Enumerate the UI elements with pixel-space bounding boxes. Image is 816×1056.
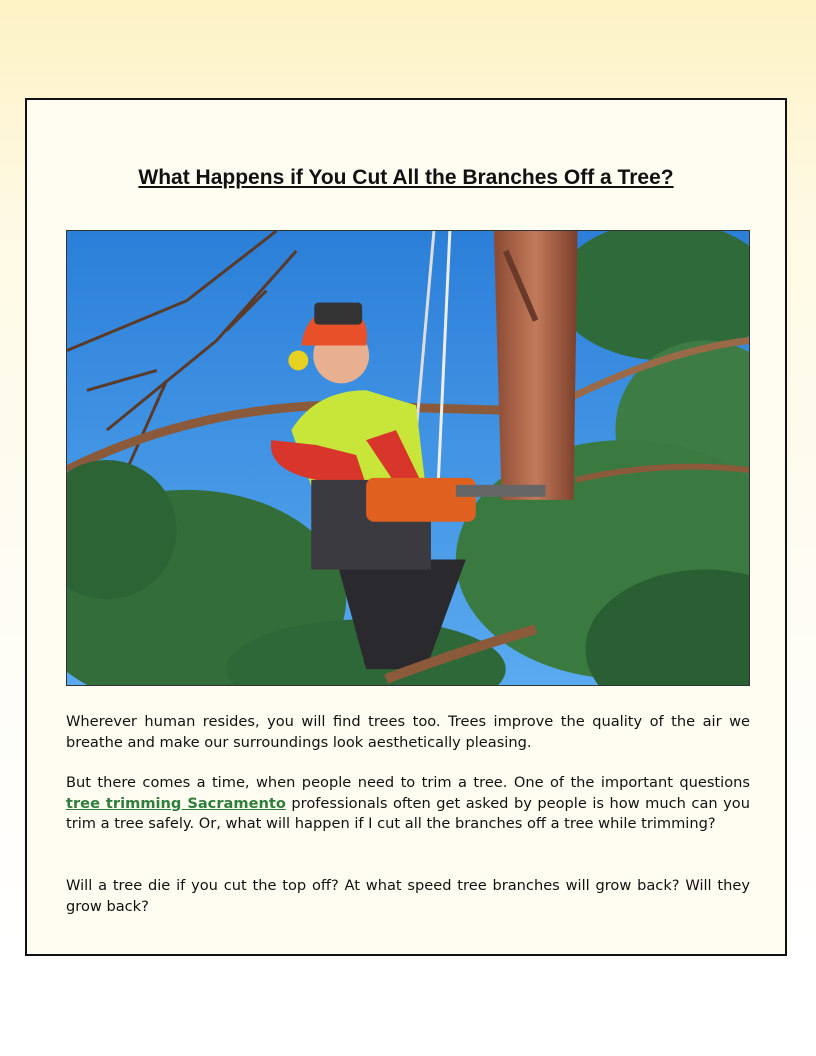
arborist-photo — [66, 230, 750, 686]
paragraph-text: professionals often get asked by people is how much can you trim a tree safely. Or, what will happen if I cut all the branches off a tree while trimming? — [66, 794, 750, 833]
tree-trunk — [494, 231, 578, 500]
arborist-photo-icon — [67, 231, 749, 685]
document-frame — [25, 98, 787, 956]
paragraph-text: But there comes a time, when people need to trim a tree. One of the important questions — [66, 774, 750, 791]
page-title: What Happens if You Cut All the Branches Off a Tree? — [138, 166, 674, 189]
paragraph-intro: Wherever human resides, you will find trees too. Trees improve the quality of the air we breathe and make our surroundings look aesthetically pleasing. — [66, 713, 750, 751]
tree-trimming-link[interactable]: tree trimming Sacramento — [66, 794, 286, 812]
paragraph-questions — [66, 773, 750, 835]
paragraph-growth: Will a tree die if you cut the top off? At what speed tree branches will grow back? Will they grow back? — [66, 877, 750, 915]
